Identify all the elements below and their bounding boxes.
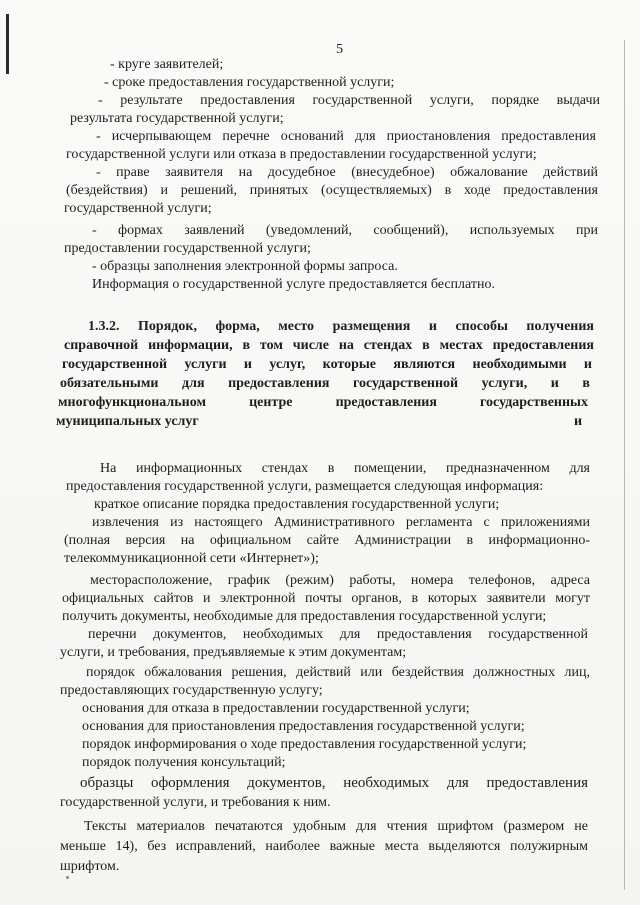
list-item: получить документы, необходимые для предоставления государственной услуги; xyxy=(62,609,547,624)
list-item: основания для приостановления предоставления государственной услуги; xyxy=(82,719,525,734)
paragraph: меньше 14), без исправлений, наиболее важные места выделяются полужирным xyxy=(60,839,588,854)
section-heading: многофункциональном центре предоставления государственных xyxy=(58,395,588,410)
list-item: перечни документов, необходимых для предоставления государственной xyxy=(88,627,588,642)
list-item: предоставлении государственной услуги; xyxy=(64,241,311,256)
section-heading: справочной информации, в том числе на стендах в местах предоставления xyxy=(64,338,594,353)
list-item: - образцы заполнения электронной формы запроса. xyxy=(92,259,398,274)
list-item: порядок информирования о ходе предоставления государственной услуги; xyxy=(82,737,527,752)
list-item: основания для отказа в предоставлении государственной услуги; xyxy=(82,701,470,716)
paragraph: Информация о государственной услуге предоставляется бесплатно. xyxy=(92,277,495,292)
list-item: краткое описание порядка предоставления государственной услуги; xyxy=(94,497,500,512)
list-item: - исчерпывающем перечне оснований для приостановления предоставления xyxy=(96,129,596,144)
section-heading: государственной услуги и услуг, которые являются необходимыми и xyxy=(62,357,592,372)
list-item: официальных сайтов и электронной почты органов, в которых заявители могут xyxy=(62,591,590,606)
list-item: (бездействия) и решений, принятых (осуществляемых) в ходе предоставления xyxy=(66,183,598,198)
section-heading: муниципальных услуг xyxy=(56,414,199,429)
list-item: образцы оформления документов, необходимых для предоставления xyxy=(80,775,588,791)
list-item: месторасположение, график (режим) работы, номера телефонов, адреса xyxy=(90,573,590,588)
list-item: государственной услуги или отказа в предоставлении государственной услуги; xyxy=(66,147,537,162)
section-heading: и xyxy=(574,414,583,429)
list-item: услуги, и требования, предъявляемые к этим документам; xyxy=(60,645,407,660)
list-item: (полная версия на официальном сайте Администрации в информационно- xyxy=(64,533,590,548)
list-item: порядок получения консультаций; xyxy=(82,755,286,770)
list-item: результата государственной услуги; xyxy=(70,111,284,126)
paragraph: Тексты материалов печатаются удобным для чтения шрифтом (размером не xyxy=(84,819,588,834)
list-item: - сроке предоставления государственной услуги; xyxy=(104,75,395,90)
list-item: - формах заявлений (уведомлений, сообщений), используемых при xyxy=(92,223,598,238)
list-item: предоставляющих государственную услугу; xyxy=(60,683,323,698)
page-number: 5 xyxy=(336,42,343,57)
scan-right-edge xyxy=(624,40,625,890)
list-item: государственной услуги; xyxy=(64,201,212,216)
scan-edge-mark xyxy=(6,14,9,74)
paragraph: шрифтом. xyxy=(60,859,120,874)
list-item: извлечения из настоящего Административного регламента с приложениями xyxy=(92,515,590,530)
paragraph: предоставления государственной услуги, размещается следующая информация: xyxy=(66,479,544,494)
list-item: - праве заявителя на досудебное (внесудебное) обжалование действий xyxy=(96,165,598,180)
list-item: порядок обжалования решения, действий или бездействия должностных лиц, xyxy=(86,665,590,680)
paragraph: На информационных стендах в помещении, предназначенном для xyxy=(100,461,590,476)
list-item: - круге заявителей; xyxy=(110,57,224,72)
list-item: телекоммуникационной сети «Интернет»); xyxy=(64,551,319,566)
scan-speck xyxy=(66,876,69,879)
list-item: - результате предоставления государственной услуги, порядке выдачи xyxy=(98,93,600,108)
section-heading: 1.3.2. Порядок, форма, место размещения и способы получения xyxy=(88,319,594,334)
list-item: государственной услуги, и требования к ним. xyxy=(60,795,331,810)
section-heading: обязательными для предоставления государственной услуги, и в xyxy=(60,376,590,391)
